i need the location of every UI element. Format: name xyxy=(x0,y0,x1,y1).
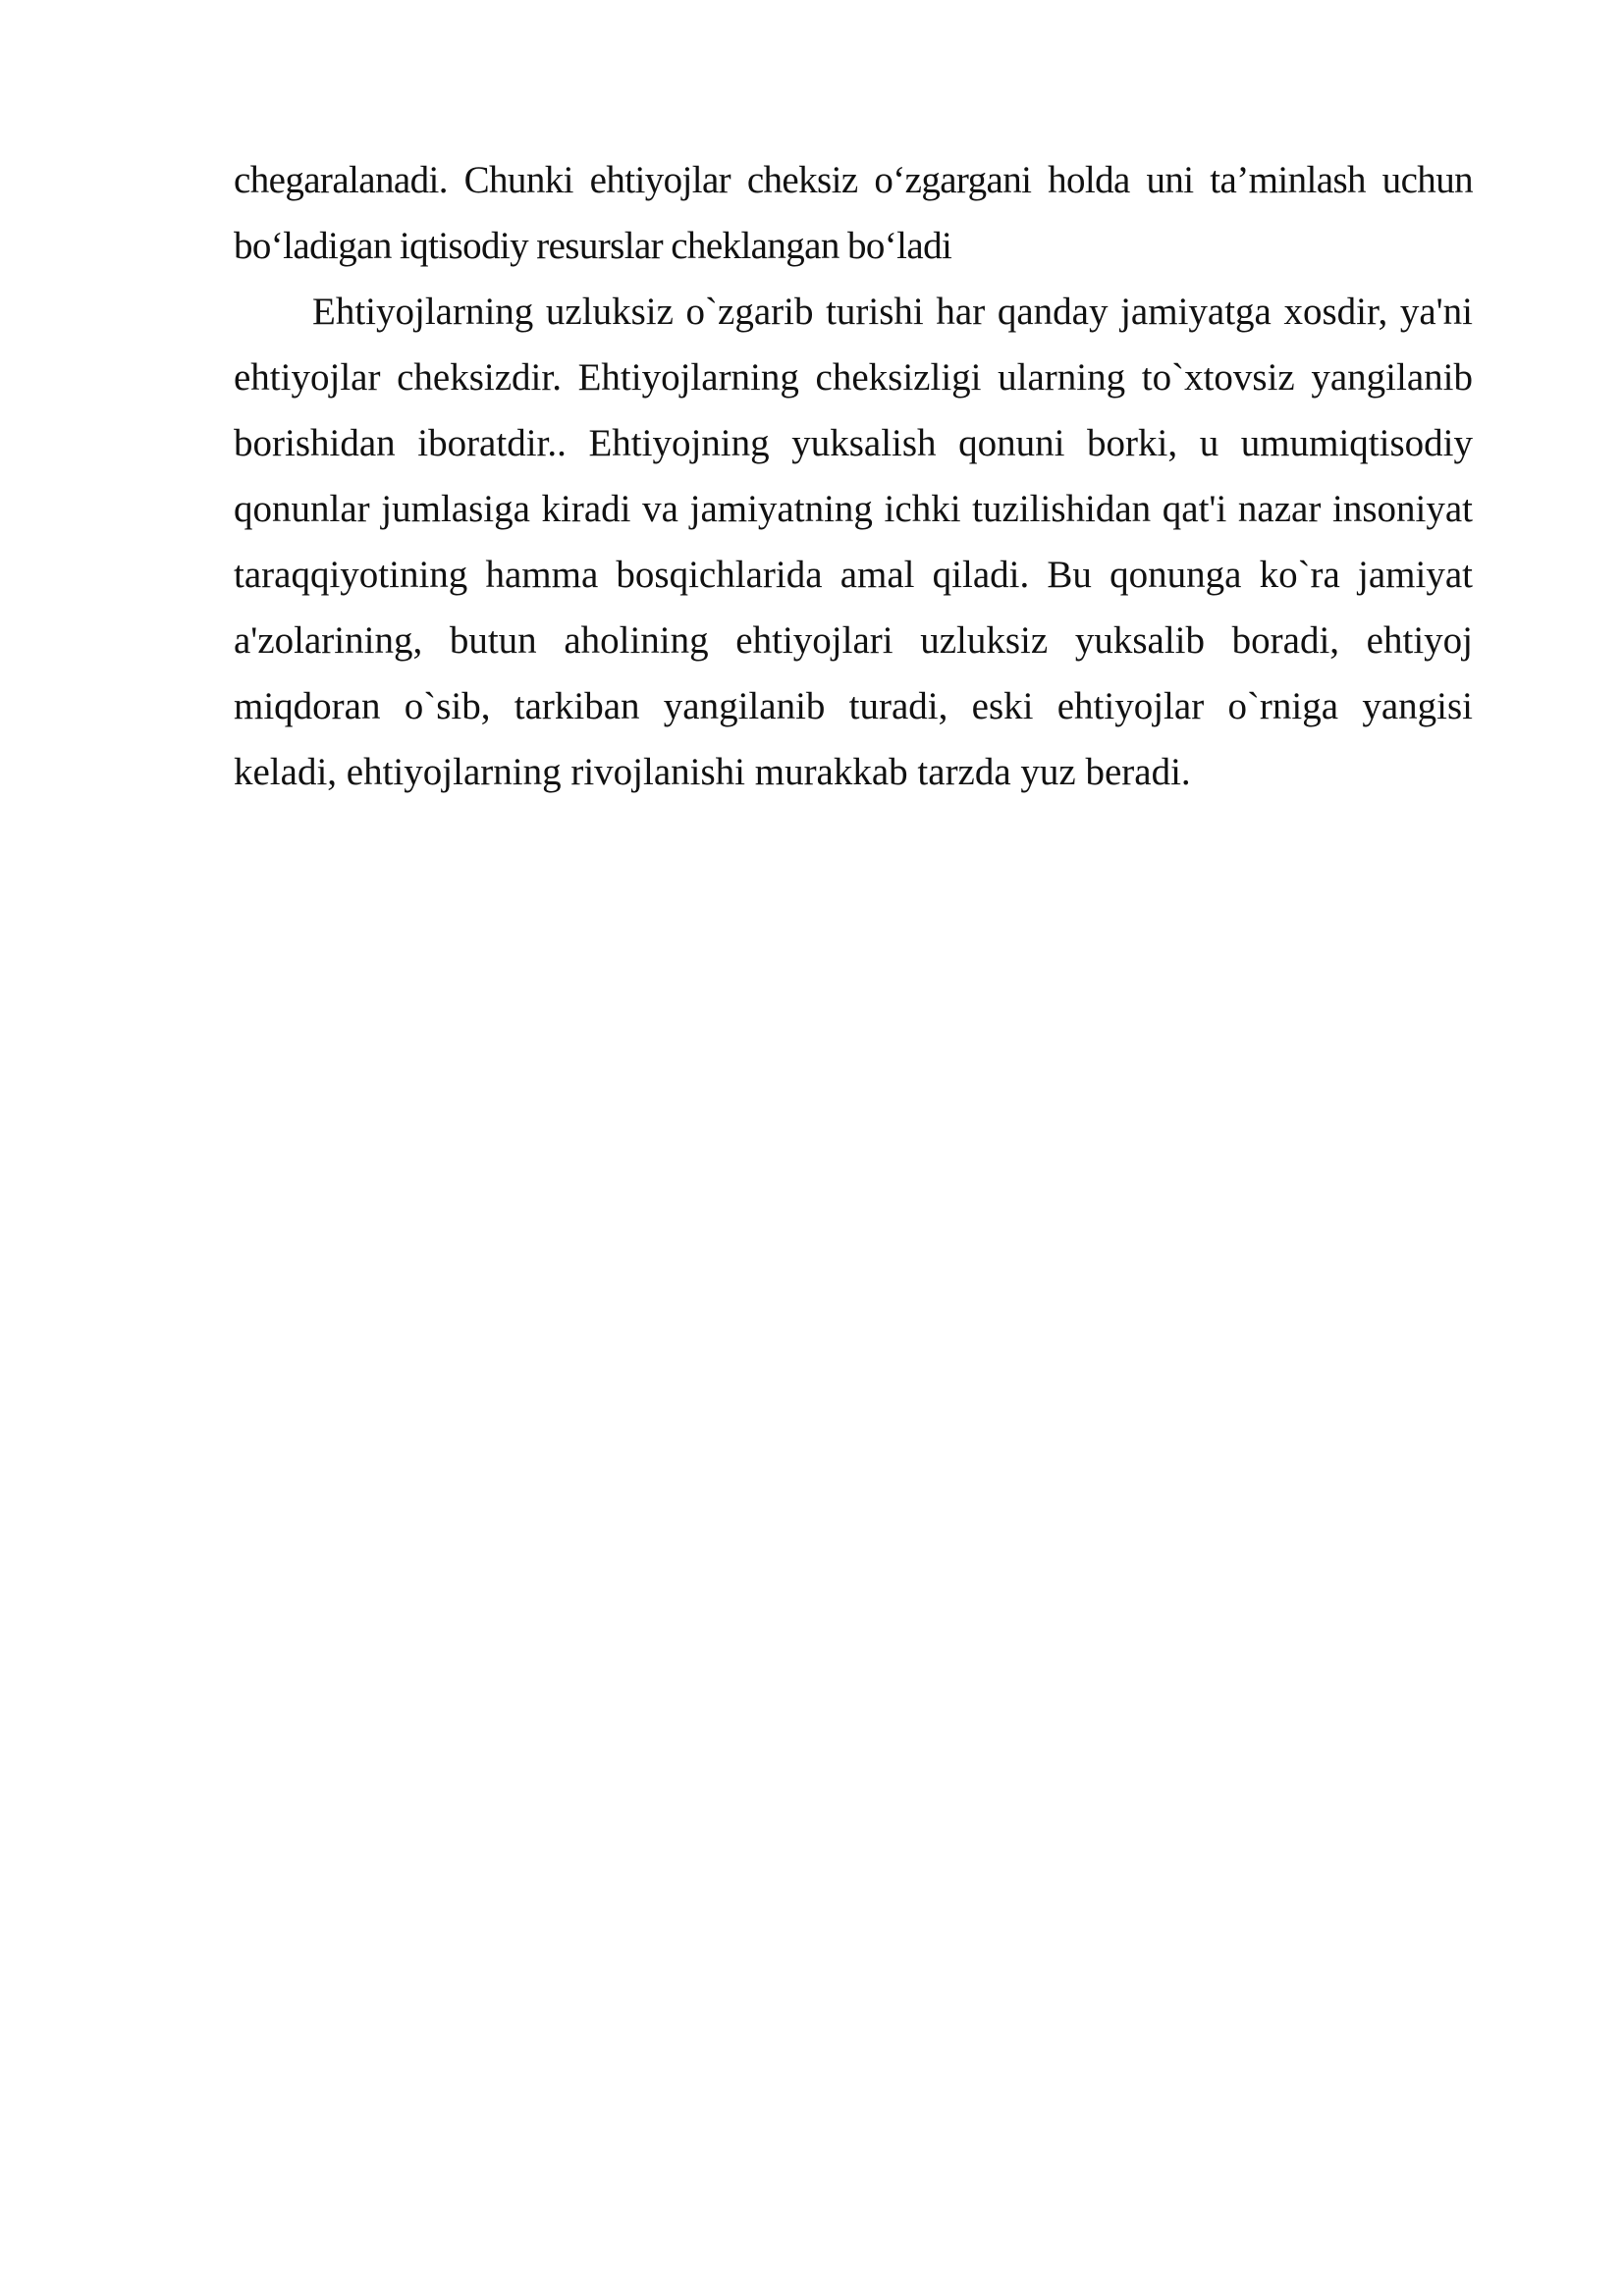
paragraph-2-line-5: taraqqiyotining hamma bosqichlarida amal qiladi. Bu qonunga ko`ra jamiyat xyxy=(234,554,1473,596)
paragraph-2-line-6: a'zolarining, butun aholining ehtiyojlari uzluksiz yuksalib boradi, ehtiyoj xyxy=(234,619,1473,662)
paragraph-2-line-3: borishidan iboratdir.. Ehtiyojning yuksalish qonuni borki, u umumiqtisodiy xyxy=(234,422,1473,464)
body-text xyxy=(234,147,1473,805)
paragraph-2-line-2: ehtiyojlar cheksizdir. Ehtiyojlarning cheksizligi ularning to`xtovsiz yangilanib xyxy=(234,356,1473,399)
paragraph-2-line-7: miqdoran o`sib, tarkiban yangilanib turadi, eski ehtiyojlar o`rniga yangisi xyxy=(234,685,1473,727)
paragraph-2-line-4: qonunlar jumlasiga kiradi va jamiyatning ichki tuzilishidan qat'i nazar insoniyat xyxy=(234,488,1473,530)
paragraph-1-line-2: bo‘ladigan iqtisodiy resurslar cheklangan bo‘ladi xyxy=(234,225,952,267)
paragraph-2-line-8: keladi, ehtiyojlarning rivojlanishi murakkab tarzda yuz beradi. xyxy=(234,751,1191,793)
paragraph-2-line-1: Ehtiyojlarning uzluksiz o`zgarib turishi har qanday jamiyatga xosdir, ya'ni xyxy=(312,291,1473,333)
paragraph-1-line-1: chegaralanadi. Chunki ehtiyojlar cheksiz o‘zgargani holda uni ta’minlash uchun xyxy=(234,159,1473,201)
